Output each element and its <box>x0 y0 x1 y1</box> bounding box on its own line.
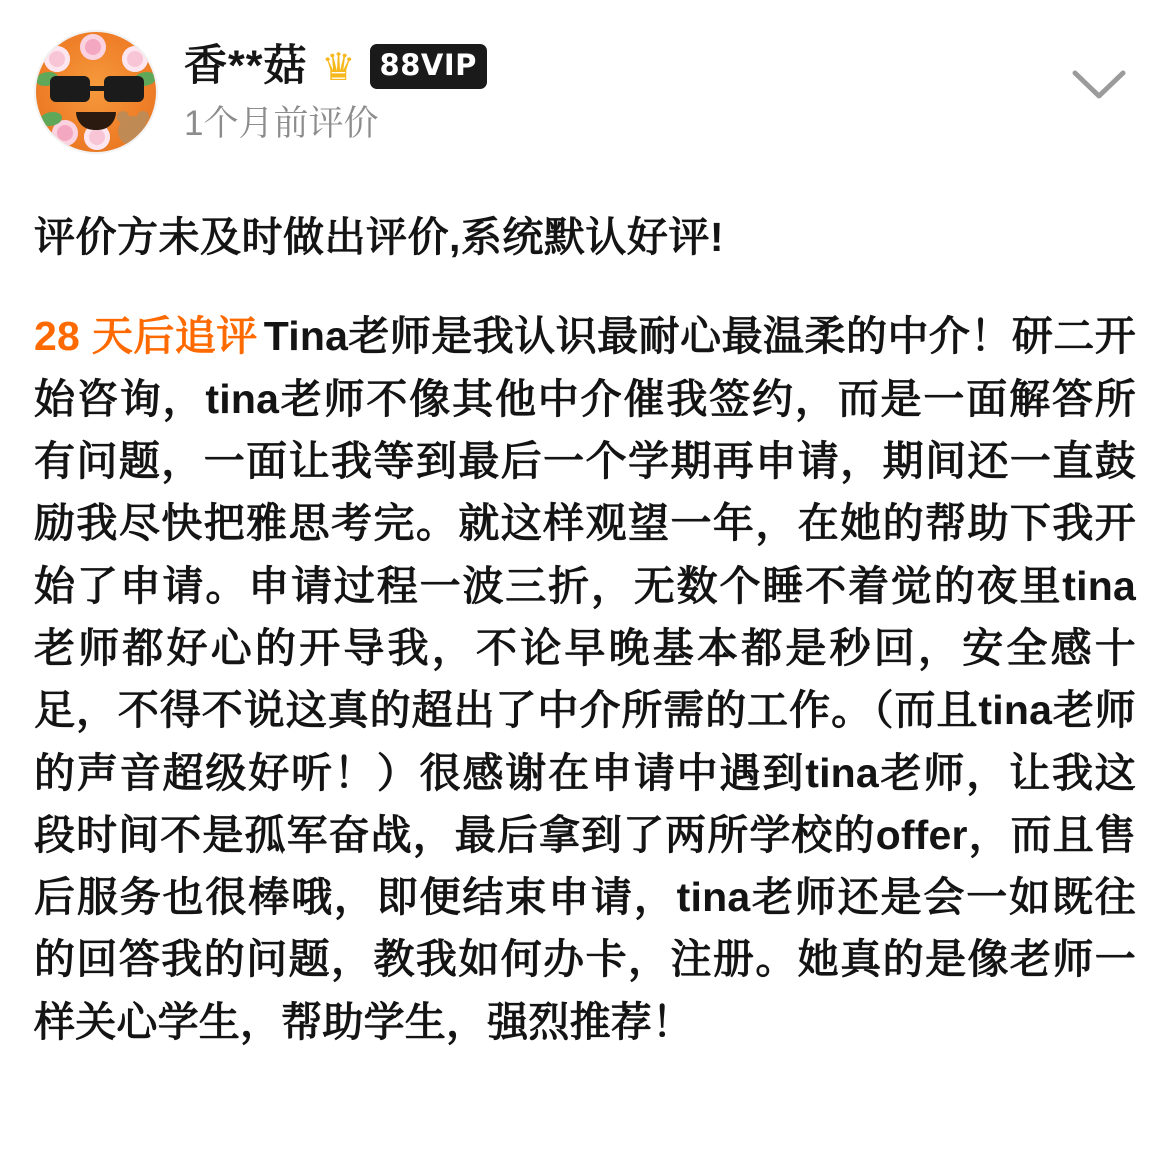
collapse-toggle-button[interactable] <box>1068 54 1130 116</box>
default-comment-text: 评价方未及时做出评价,系统默认好评! <box>34 214 725 260</box>
sunglasses-bridge-icon <box>88 86 106 91</box>
avatar[interactable] <box>34 30 158 154</box>
user-block <box>184 30 487 144</box>
name-row <box>184 44 487 89</box>
append-review-label: 28 天后追评 <box>34 313 258 360</box>
vip-badge[interactable]: 88VIP <box>370 44 487 89</box>
review-header <box>34 30 1136 180</box>
bear-charm-icon <box>118 116 148 146</box>
review-time: 1个月前评价 <box>184 104 379 143</box>
crown-icon: ♛ <box>321 46 356 89</box>
chevron-down-icon <box>1071 68 1127 102</box>
user-nickname: 香**菇 <box>184 42 308 90</box>
append-review-text: Tina老师是我认识最耐心最温柔的中介！研二开始咨询，tina老师不像其他中介催我签约，而是一面解答所有问题，一面让我等到最后一个学期再申请，期间还一直鼓励我尽快把雅思考完。就这样观望一年，在她的帮助下我开始了申请。申请过程一波三折，无数个睡不着觉的夜里tina老师都好心的开导我，不论早晚基本都是秒回，安全感十足，不得不说这真的超出了中介所需的工作。（而且tina老师的声音超级好听！）很感谢在申请中遇到tina老师，让我这段时间不是孤军奋战，最后拿到了两所学校的offer，而且售后服务也很棒哦，即便结束申请，tina老师还是会一如既往的回答我的问题，教我如何办卡，注册。她真的是像老师一样关心学生，帮助学生，强烈推荐！ <box>34 313 1136 1045</box>
append-review-block <box>34 305 1136 1053</box>
